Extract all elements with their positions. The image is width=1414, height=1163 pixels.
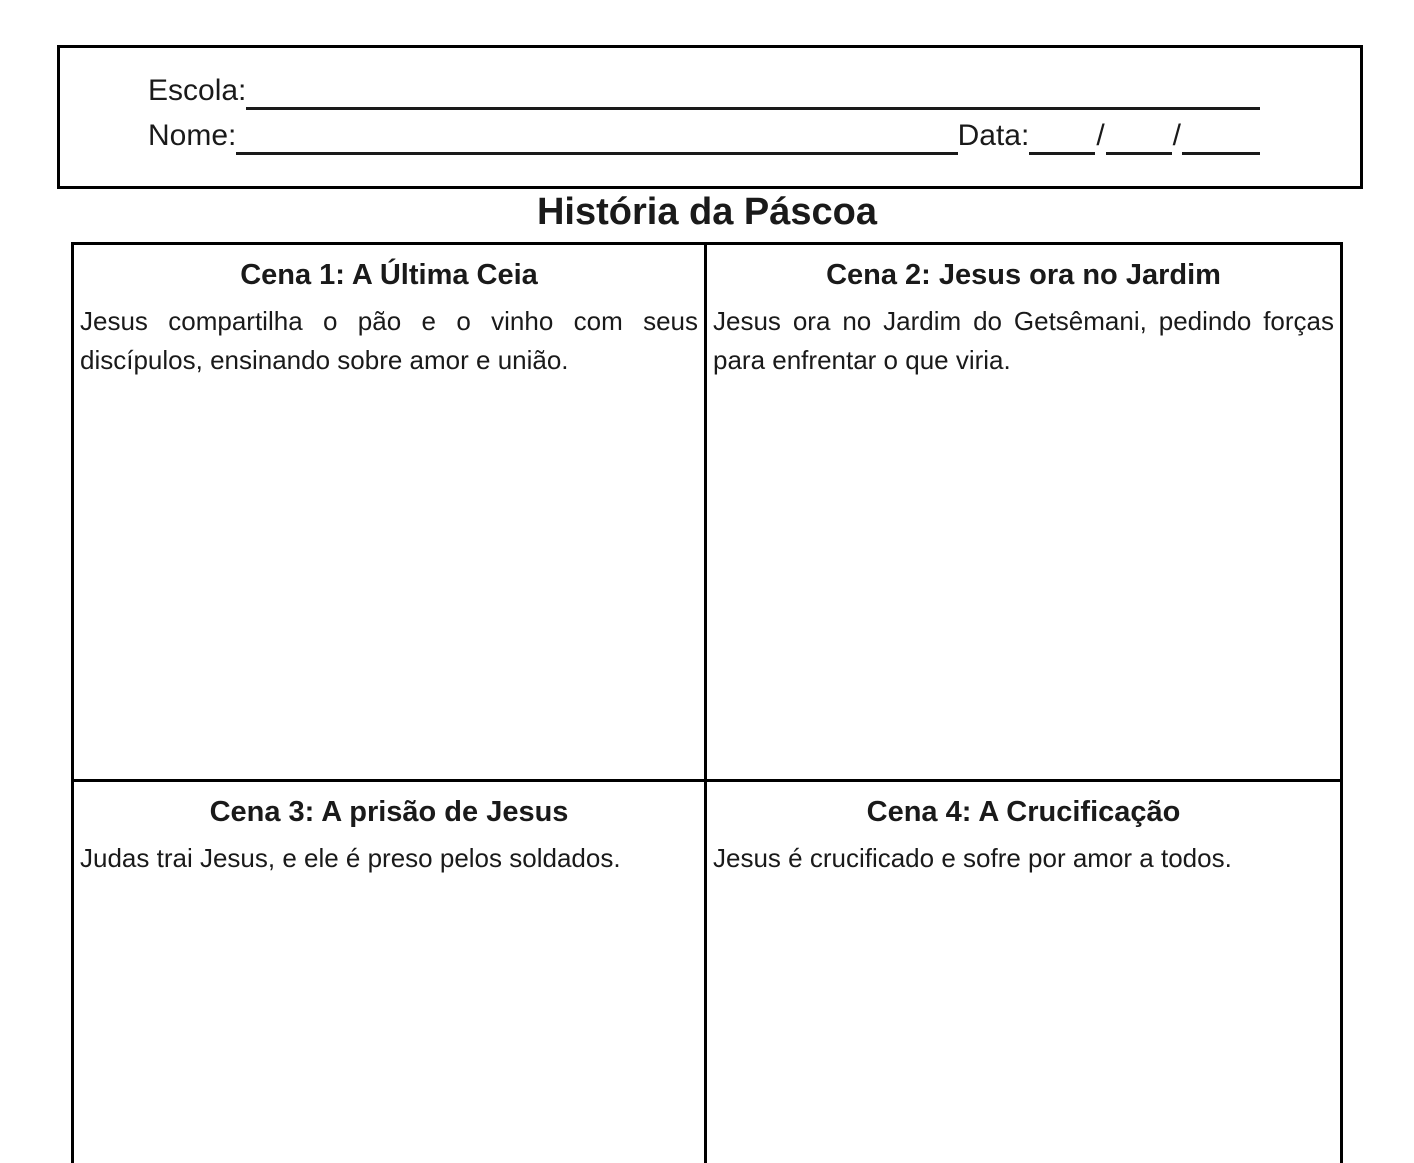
scene-2-title: Cena 2: Jesus ora no Jardim (826, 259, 1221, 291)
scene-4-description: Jesus é crucificado e sofre por amor a todos. (713, 843, 1232, 874)
scene-cell-2 (707, 245, 1340, 782)
scene-1-description: Jesus compartilha o pão e o vinho com seus discípulos, ensinando sobre amor e união. (80, 306, 698, 376)
date-month-blank-line (1106, 110, 1172, 155)
scene-2-description: Jesus ora no Jardim do Getsêmani, pedindo forças para enfrentar o que viria. (713, 306, 1334, 376)
scene-1-title: Cena 1: A Última Ceia (240, 259, 538, 291)
date-slash-1: / (1096, 119, 1105, 152)
school-label: Escola: (148, 74, 247, 107)
name-date-field-row (148, 110, 1260, 155)
page-title: História da Páscoa (536, 191, 878, 233)
date-day-blank-line (1029, 110, 1095, 155)
scene-3-title: Cena 3: A prisão de Jesus (209, 796, 569, 828)
school-blank-line (246, 65, 1260, 110)
name-blank-line (236, 110, 957, 155)
student-info-box (57, 45, 1363, 189)
date-slash-2: / (1172, 119, 1181, 152)
school-field-row (148, 65, 1260, 110)
scene-4-title: Cena 4: A Crucificação (866, 796, 1181, 828)
scene-cell-3 (74, 782, 707, 1163)
date-label: Data: (957, 119, 1030, 152)
scene-grid (71, 242, 1343, 1163)
name-label: Nome: (148, 119, 237, 152)
scene-cell-1 (74, 245, 707, 782)
scene-3-description: Judas trai Jesus, e ele é preso pelos soldados. (80, 843, 621, 874)
scene-cell-4 (707, 782, 1340, 1163)
date-year-blank-line (1182, 110, 1260, 155)
